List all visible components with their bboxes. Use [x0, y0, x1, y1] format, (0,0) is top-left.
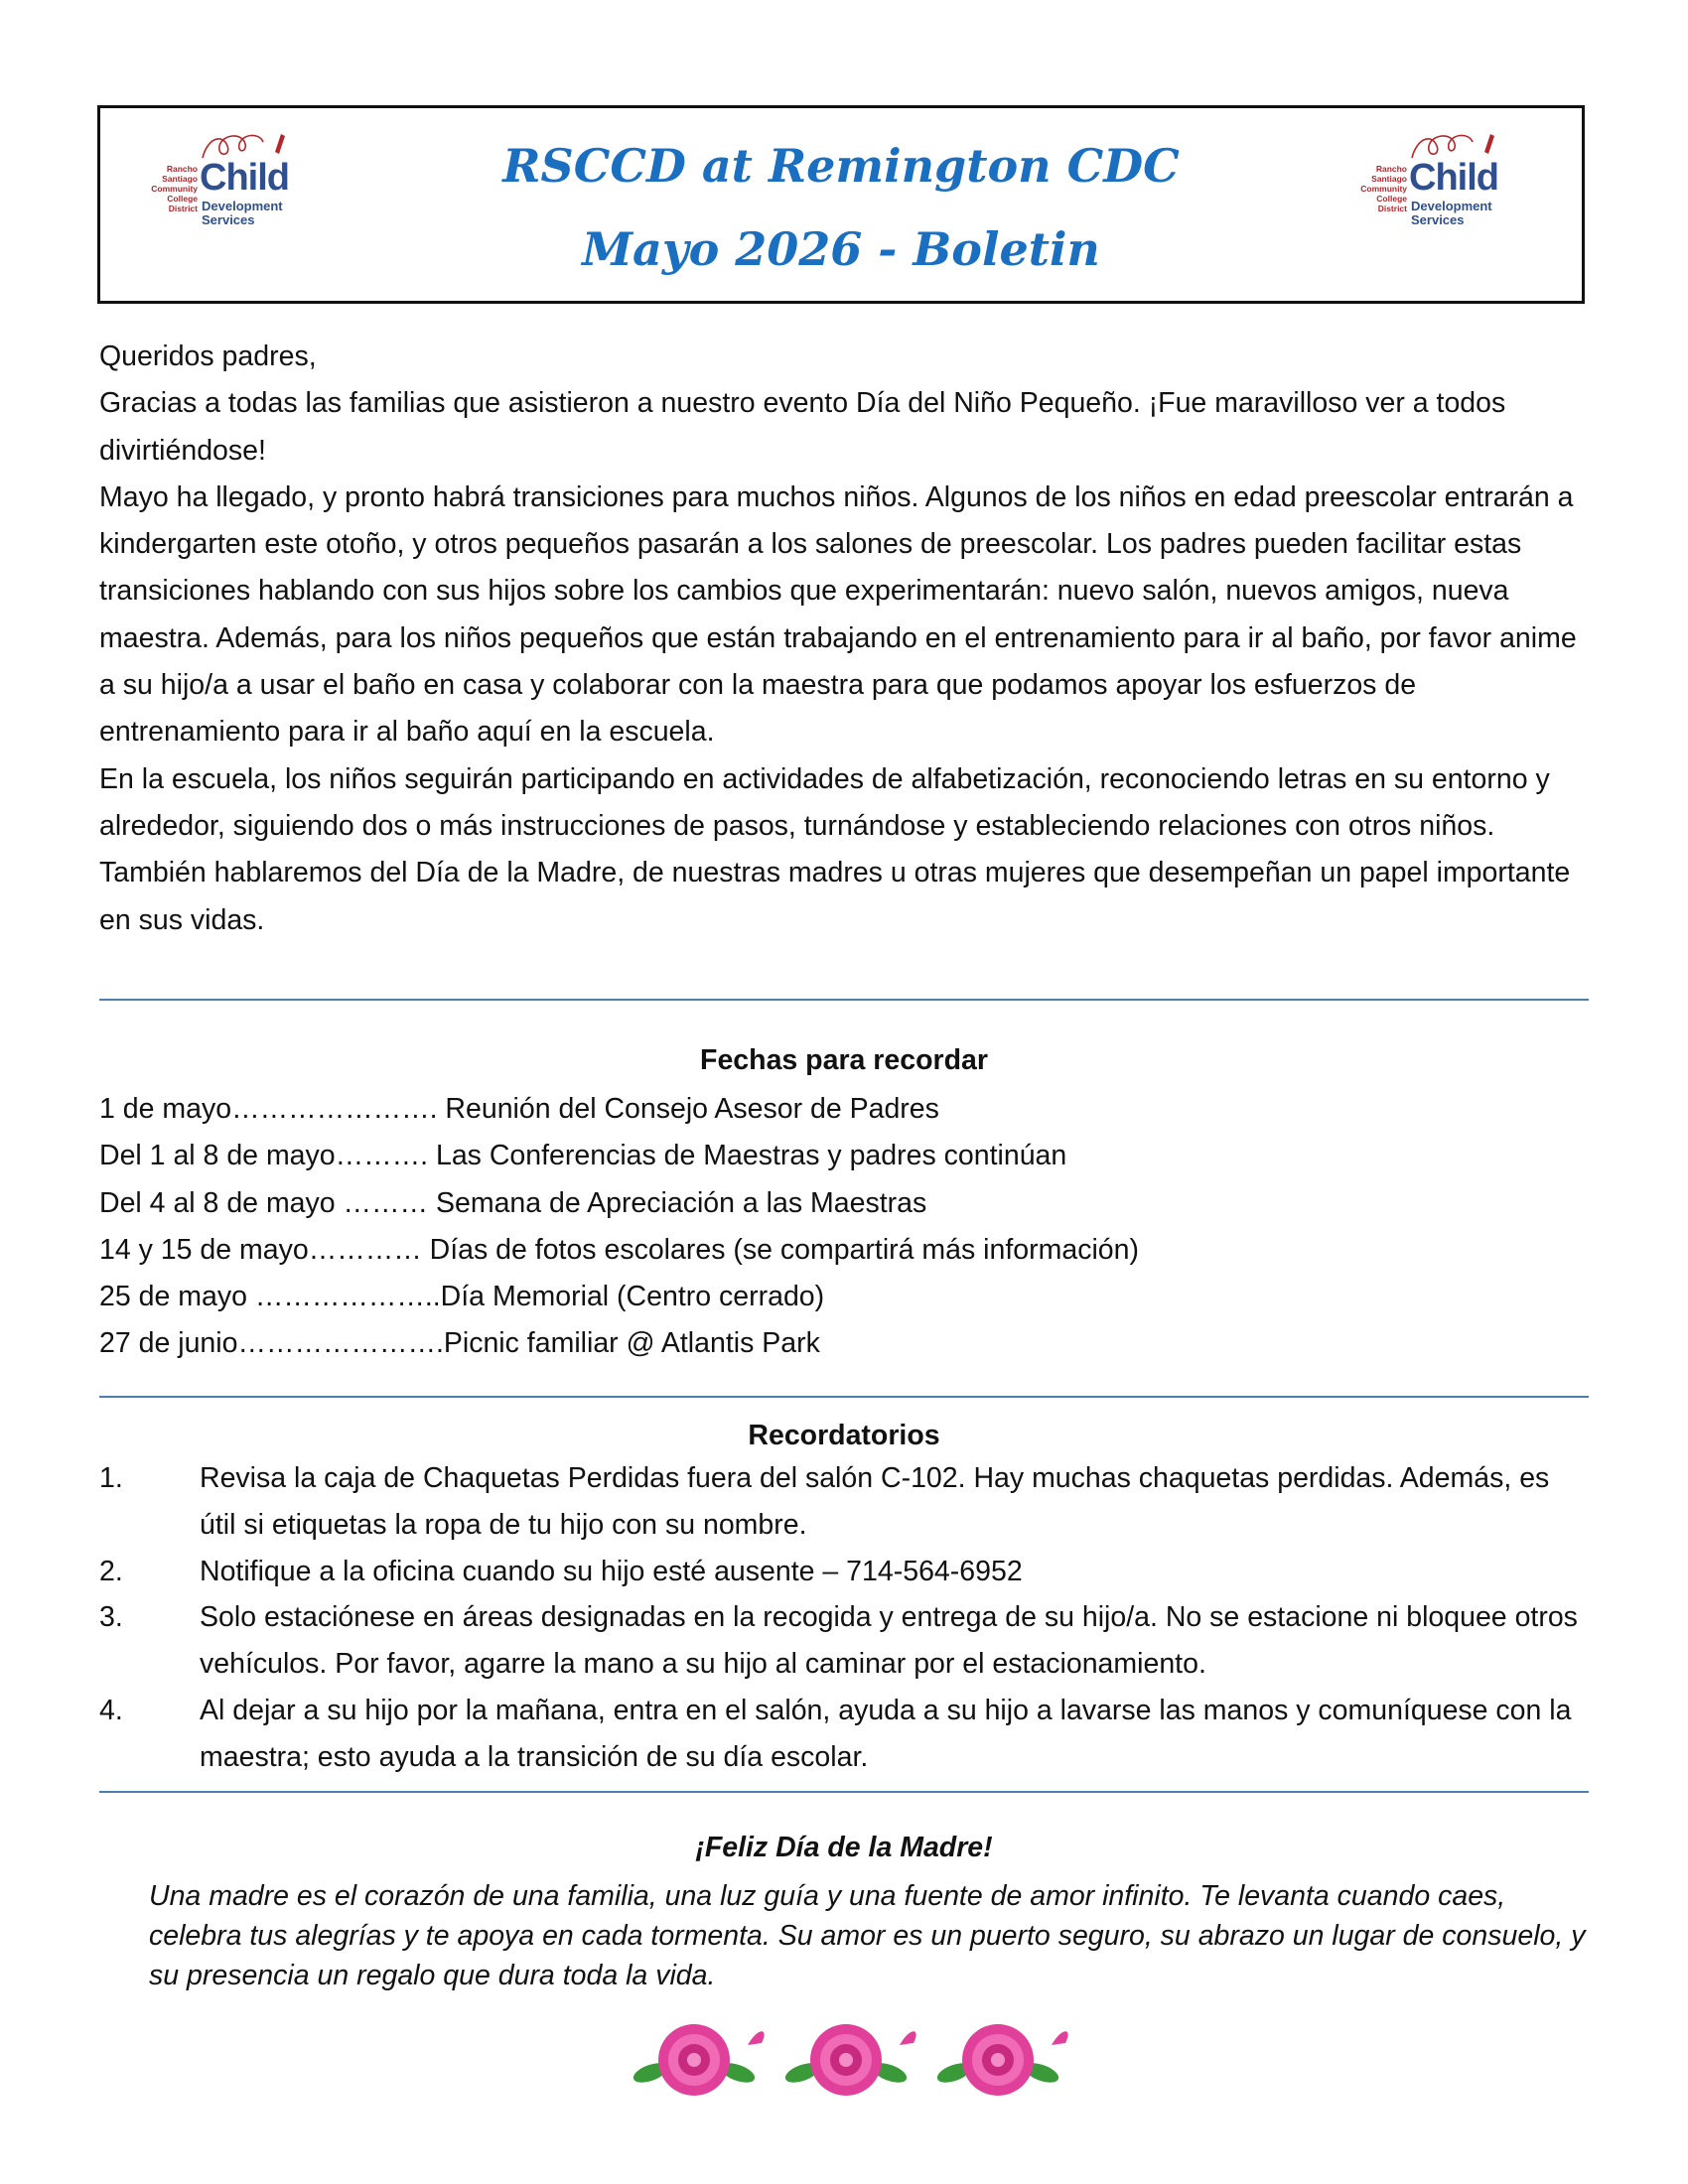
- reminder-text: Al dejar a su hijo por la mañana, entra en el salón, ayuda a su hijo a lavarse las manos y comuníquese con la maestra; esto ayuda a la transición de su día escolar.: [200, 1694, 1572, 1773]
- reminder-item: [99, 1688, 1589, 1781]
- reminder-text: Notifique a la oficina cuando su hijo esté ausente – 714-564-6952: [200, 1555, 1023, 1587]
- rose-icon: [934, 2024, 1067, 2096]
- reminder-number: 2.: [99, 1555, 123, 1587]
- reminder-text: Solo estaciónese en áreas designadas en la recogida y entrega de su hijo/a. No se estacione ni bloquee otros vehículos. Por favor, agarre la mano a su hijo al caminar por el estacionamiento.: [200, 1601, 1578, 1681]
- date-item: Del 1 al 8 de mayo………. Las Conferencias de Maestras y padres continúan: [99, 1140, 1067, 1172]
- logo-district-text: Rancho Santiago Community College District: [151, 164, 198, 213]
- date-item: 27 de junio………………….Picnic familiar @ Atlantis Park: [99, 1327, 820, 1360]
- letter-body: [99, 334, 1594, 944]
- section-divider: [99, 1396, 1589, 1398]
- section-divider: [99, 1791, 1589, 1793]
- rose-icon: [782, 2024, 915, 2096]
- dates-section-title: Fechas para recordar: [700, 1044, 988, 1076]
- logo-child-text: Child: [200, 157, 289, 199]
- date-item: 25 de mayo ………………..Día Memorial (Centro cerrado): [99, 1281, 825, 1313]
- newsletter-header: [97, 105, 1585, 304]
- reminder-item: [99, 1594, 1589, 1688]
- greeting: Queridos padres,: [99, 341, 317, 372]
- logo-district-text: Rancho Santiago Community College District: [1360, 164, 1407, 213]
- logo-development-text: Development Services: [202, 199, 283, 227]
- date-item: 14 y 15 de mayo………… Días de fotos escolares (se compartirá más información): [99, 1233, 1139, 1266]
- reminders-list: [99, 1455, 1589, 1781]
- reminder-number: 4.: [99, 1694, 123, 1726]
- reminders-section-title: Recordatorios: [748, 1420, 940, 1451]
- child-development-services-logo: [1357, 128, 1536, 237]
- reminder-number: 1.: [99, 1462, 123, 1494]
- letter-paragraph: Gracias a todas las familias que asistieron a nuestro evento Día del Niño Pequeño. ¡Fue maravilloso ver a todos divirtiéndose!: [99, 387, 1506, 467]
- mothers-day-poem: Una madre es el corazón de una familia, una luz guía y una fuente de amor infinito. Te levanta cuando caes, celebra tus alegrías y te apoya en cada tormenta. Su amor es un puerto seguro, su abrazo un lugar de consuelo, y su presencia un regalo que dura toda la vida.: [149, 1880, 1586, 1991]
- reminder-number: 3.: [99, 1601, 123, 1634]
- logo-development-text: Development Services: [1411, 199, 1492, 227]
- letter-paragraph: Mayo ha llegado, y pronto habrá transiciones para muchos niños. Algunos de los niños en edad preescolar entrarán a kindergarten este otoño, y otros pequeños pasarán a los salones de preescolar. Los padres pueden facilitar estas transiciones hablando con sus hijos sobre los cambios que experimentarán: nuevo salón, nuevos amigos, nueva maestra. Además, para los niños pequeños que están trabajando en el entrenamiento para ir al baño, por favor anime a su hijo/a a usar el baño en casa y colaborar con la maestra para que podamos apoyar los esfuerzos de entrenamiento para ir al baño aquí en la escuela.: [99, 480, 1577, 749]
- section-divider: [99, 999, 1589, 1001]
- dates-list: [99, 1086, 1589, 1368]
- reminder-item: [99, 1455, 1589, 1549]
- reminder-text: Revisa la caja de Chaquetas Perdidas fuera del salón C-102. Hay muchas chaquetas perdidas. Además, es útil si etiquetas la ropa de tu hijo con su nombre.: [200, 1462, 1550, 1541]
- roses-border-icon: [611, 2015, 1082, 2105]
- reminder-item: [99, 1549, 1589, 1595]
- rose-icon: [631, 2024, 764, 2096]
- newsletter-subtitle: Mayo 2026 - Boletin: [582, 222, 1100, 276]
- newsletter-title: RSCCD at Remington CDC: [502, 139, 1180, 193]
- date-item: Del 4 al 8 de mayo ……… Semana de Apreciación a las Maestras: [99, 1186, 927, 1219]
- mothers-day-title: ¡Feliz Día de la Madre!: [695, 1832, 993, 1863]
- date-item: 1 de mayo…………………. Reunión del Consejo Asesor de Padres: [99, 1093, 939, 1125]
- letter-paragraph: En la escuela, los niños seguirán participando en actividades de alfabetización, reconociendo letras en su entorno y alrededor, siguiendo dos o más instrucciones de pasos, turnándose y estableciendo relaciones con otros niños. También hablaremos del Día de la Madre, de nuestras madres u otras mujeres que desempeñan un papel importante en sus vidas.: [99, 762, 1571, 936]
- logo-child-text: Child: [1409, 157, 1498, 199]
